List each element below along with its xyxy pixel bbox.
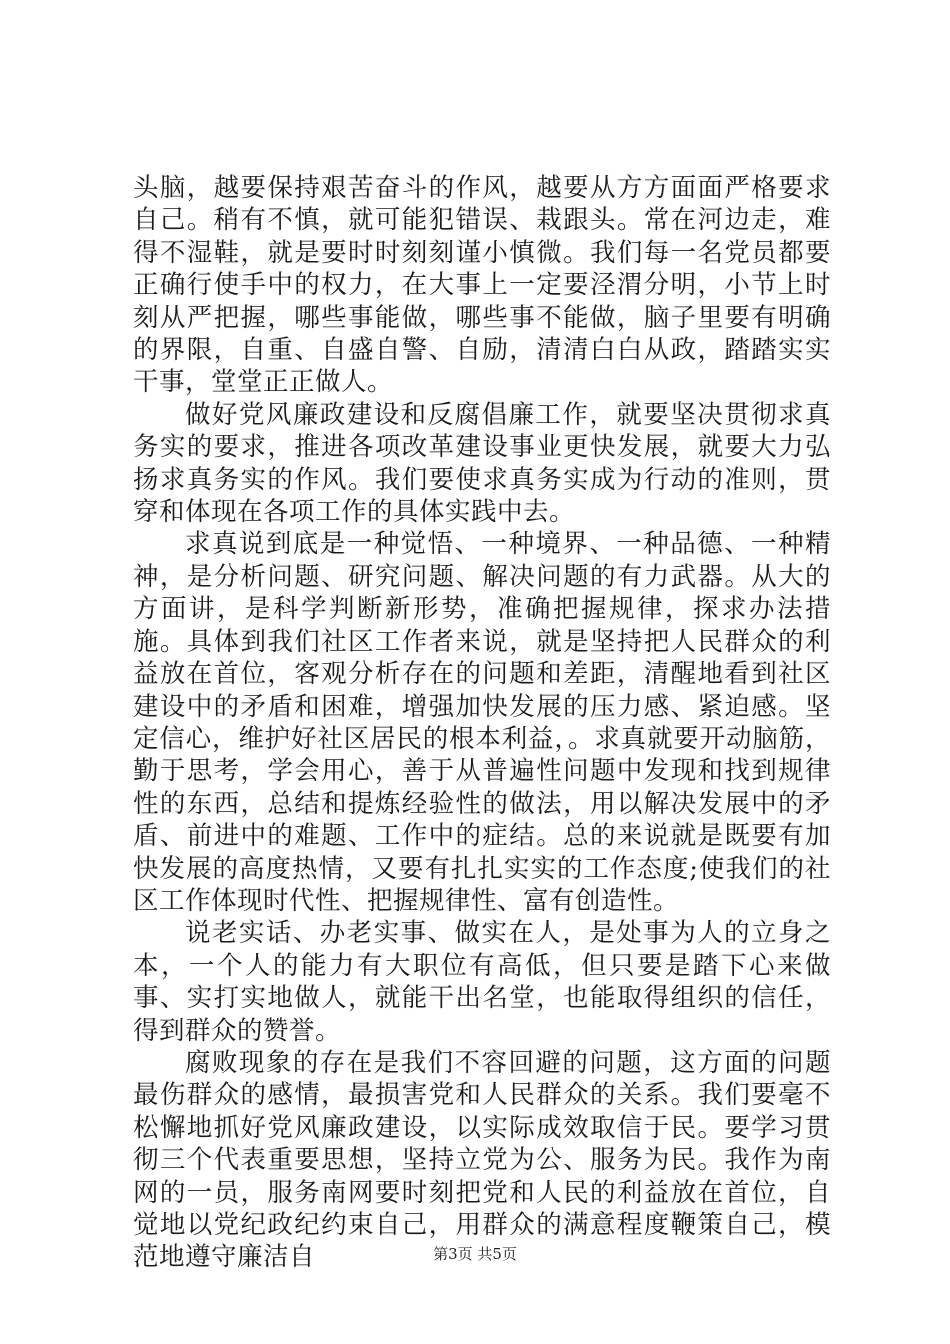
paragraph: 求真说到底是一种觉悟、一种境界、一种品德、一种精神，是分析问题、研究问题、解决问题的有力武器。从大的方面讲，是科学判断新形势，准确把握规律，探求办法措施。具体到我们社区工作者来说，就是坚持把人民群众的利益放在首位，客观分析存在的问题和差距，清醒地看到社区建设中的矛盾和困难，增强加快发展的压力感、紧迫感。坚定信心，维护好社区居民的根本利益，。求真就要开动脑筋，勤于思考，学会用心，善于从普遍性问题中发现和找到规律性的东西，总结和提炼经验性的做法，用以解决发展中的矛盾、前进中的难题、工作中的症结。总的来说就是既要有加快发展的高度热情，又要有扎扎实实的工作态度;使我们的社区工作体现时代性、把握规律性、富有创造性。 [133,529,831,916]
paragraph: 说老实话、办老实事、做实在人，是处事为人的立身之本，一个人的能力有大职位有高低，但只要是踏下心来做事、实打实地做人，就能干出名堂，也能取得组织的信任，得到群众的赞誉。 [133,918,831,1046]
page-number-footer: 第3页 共5页 [433,1245,517,1263]
document-body [133,172,831,1274]
paragraph: 腐败现象的存在是我们不容回避的问题，这方面的问题最伤群众的感情，最损害党和人民群众的关系。我们要毫不松懈地抓好党风廉政建设，以实际成效取信于民。要学习贯彻三个代表重要思想，坚持立党为公、服务为民。我作为南网的一员，服务南网要时刻把党和人民的利益放在首位，自觉地以党纪政纪约束自己，用群众的满意程度鞭策自己，模范地遵守廉洁自 [133,1047,831,1273]
paragraph: 做好党风廉政建设和反腐倡廉工作，就要坚决贯彻求真务实的要求，推进各项改革建设事业更快发展，就要大力弘扬求真务实的作风。我们要使求真务实成为行动的准则，贯穿和体现在各项工作的具体实践中去。 [133,399,831,528]
paragraph-continuation: 头脑，越要保持艰苦奋斗的作风，越要从方方面面严格要求自己。稍有不慎，就可能犯错误、栽跟头。常在河边走，难得不湿鞋，就是要时时刻刻谨小慎微。我们每一名党员都要正确行使手中的权力，在大事上一定要泾渭分明，小节上时刻从严把握，哪些事能做，哪些事不能做，脑子里要有明确的界限，自重、自盛自警、自励，清清白白从政，踏踏实实干事，堂堂正正做人。 [133,173,831,398]
